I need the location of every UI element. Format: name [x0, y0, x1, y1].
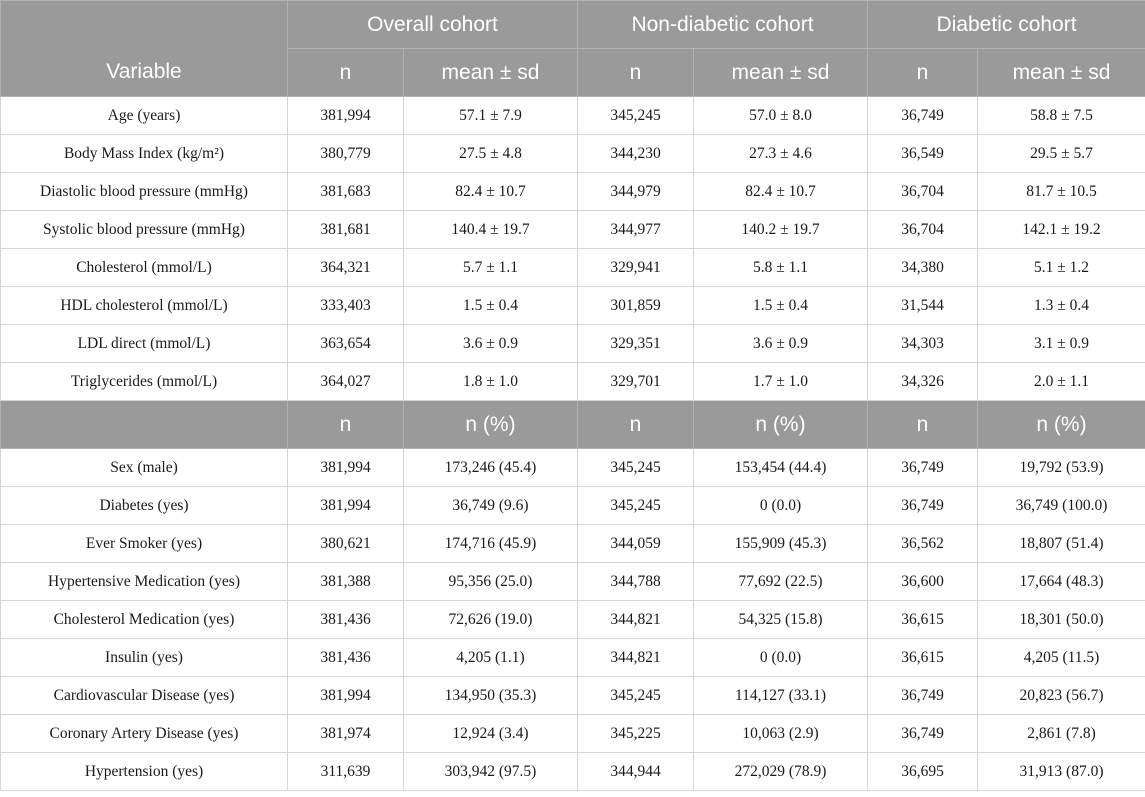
variable-cell: Triglycerides (mmol/L): [1, 363, 288, 401]
variable-cell: Diabetes (yes): [1, 487, 288, 525]
group-header-diabetic: Diabetic cohort: [868, 1, 1145, 49]
value-cell: 345,245: [578, 97, 694, 135]
value-cell: 381,994: [288, 449, 404, 487]
variable-cell: Age (years): [1, 97, 288, 135]
value-cell: 345,245: [578, 677, 694, 715]
table-row: [1, 449, 1145, 487]
value-cell: 36,704: [868, 173, 978, 211]
col-header: mean ± sd: [694, 49, 868, 97]
value-cell: 82.4 ± 10.7: [404, 173, 578, 211]
variable-cell: LDL direct (mmol/L): [1, 325, 288, 363]
value-cell: 18,807 (51.4): [978, 525, 1145, 563]
col-header: n (%): [978, 401, 1145, 449]
value-cell: 36,615: [868, 601, 978, 639]
value-cell: 5.1 ± 1.2: [978, 249, 1145, 287]
value-cell: 2,861 (7.8): [978, 715, 1145, 753]
value-cell: 363,654: [288, 325, 404, 363]
value-cell: 36,749: [868, 487, 978, 525]
value-cell: 36,749 (100.0): [978, 487, 1145, 525]
variable-cell: Sex (male): [1, 449, 288, 487]
value-cell: 20,823 (56.7): [978, 677, 1145, 715]
value-cell: 54,325 (15.8): [694, 601, 868, 639]
value-cell: 29.5 ± 5.7: [978, 135, 1145, 173]
value-cell: 134,950 (35.3): [404, 677, 578, 715]
value-cell: 58.8 ± 7.5: [978, 97, 1145, 135]
value-cell: 345,225: [578, 715, 694, 753]
variable-cell: Cholesterol Medication (yes): [1, 601, 288, 639]
value-cell: 34,326: [868, 363, 978, 401]
value-cell: 380,621: [288, 525, 404, 563]
value-cell: 3.6 ± 0.9: [694, 325, 868, 363]
value-cell: 174,716 (45.9): [404, 525, 578, 563]
value-cell: 301,859: [578, 287, 694, 325]
value-cell: 18,301 (50.0): [978, 601, 1145, 639]
value-cell: 364,321: [288, 249, 404, 287]
value-cell: 36,562: [868, 525, 978, 563]
value-cell: 333,403: [288, 287, 404, 325]
value-cell: 381,388: [288, 563, 404, 601]
table-row: [1, 601, 1145, 639]
col-header: mean ± sd: [978, 49, 1145, 97]
value-cell: 381,994: [288, 487, 404, 525]
value-cell: 36,749: [868, 97, 978, 135]
variable-cell: Diastolic blood pressure (mmHg): [1, 173, 288, 211]
value-cell: 81.7 ± 10.5: [978, 173, 1145, 211]
value-cell: 344,230: [578, 135, 694, 173]
value-cell: 381,974: [288, 715, 404, 753]
value-cell: 114,127 (33.1): [694, 677, 868, 715]
value-cell: 95,356 (25.0): [404, 563, 578, 601]
value-cell: 1.3 ± 0.4: [978, 287, 1145, 325]
value-cell: 4,205 (11.5): [978, 639, 1145, 677]
value-cell: 381,683: [288, 173, 404, 211]
col-header: n: [288, 49, 404, 97]
value-cell: 19,792 (53.9): [978, 449, 1145, 487]
value-cell: 344,821: [578, 639, 694, 677]
value-cell: 72,626 (19.0): [404, 601, 578, 639]
table-row: [1, 249, 1145, 287]
variable-cell: HDL cholesterol (mmol/L): [1, 287, 288, 325]
value-cell: 36,615: [868, 639, 978, 677]
col-header: mean ± sd: [404, 49, 578, 97]
value-cell: 381,994: [288, 677, 404, 715]
table-row: [1, 173, 1145, 211]
variable-header: Variable: [1, 1, 288, 97]
table-row: [1, 363, 1145, 401]
variable-cell: Cardiovascular Disease (yes): [1, 677, 288, 715]
col-header: n: [868, 49, 978, 97]
value-cell: 36,549: [868, 135, 978, 173]
value-cell: 311,639: [288, 753, 404, 791]
value-cell: 31,913 (87.0): [978, 753, 1145, 791]
value-cell: 1.7 ± 1.0: [694, 363, 868, 401]
col-header: n: [578, 49, 694, 97]
value-cell: 344,977: [578, 211, 694, 249]
value-cell: 303,942 (97.5): [404, 753, 578, 791]
value-cell: 344,059: [578, 525, 694, 563]
variable-cell: Hypertension (yes): [1, 753, 288, 791]
value-cell: 31,544: [868, 287, 978, 325]
value-cell: 10,063 (2.9): [694, 715, 868, 753]
value-cell: 2.0 ± 1.1: [978, 363, 1145, 401]
value-cell: 272,029 (78.9): [694, 753, 868, 791]
group-header-overall: Overall cohort: [288, 1, 578, 49]
variable-cell: Coronary Artery Disease (yes): [1, 715, 288, 753]
value-cell: 12,924 (3.4): [404, 715, 578, 753]
value-cell: 173,246 (45.4): [404, 449, 578, 487]
col-header: n (%): [404, 401, 578, 449]
variable-cell: Systolic blood pressure (mmHg): [1, 211, 288, 249]
value-cell: 3.6 ± 0.9: [404, 325, 578, 363]
value-cell: 1.5 ± 0.4: [694, 287, 868, 325]
value-cell: 1.8 ± 1.0: [404, 363, 578, 401]
table-row: [1, 677, 1145, 715]
value-cell: 34,303: [868, 325, 978, 363]
variable-cell: Body Mass Index (kg/m²): [1, 135, 288, 173]
value-cell: 381,436: [288, 639, 404, 677]
value-cell: 329,351: [578, 325, 694, 363]
group-header-row: [1, 1, 1145, 49]
variable-cell: Insulin (yes): [1, 639, 288, 677]
value-cell: 142.1 ± 19.2: [978, 211, 1145, 249]
blank-header-cell: [1, 401, 288, 449]
col-header: n (%): [694, 401, 868, 449]
categorical-subheader-row: [1, 401, 1145, 449]
group-header-non-diabetic: Non-diabetic cohort: [578, 1, 868, 49]
variable-cell: Ever Smoker (yes): [1, 525, 288, 563]
value-cell: 5.8 ± 1.1: [694, 249, 868, 287]
value-cell: 345,245: [578, 487, 694, 525]
value-cell: 153,454 (44.4): [694, 449, 868, 487]
table-row: [1, 487, 1145, 525]
table-row: [1, 753, 1145, 791]
value-cell: 140.2 ± 19.7: [694, 211, 868, 249]
value-cell: 27.5 ± 4.8: [404, 135, 578, 173]
value-cell: 381,994: [288, 97, 404, 135]
value-cell: 57.0 ± 8.0: [694, 97, 868, 135]
value-cell: 36,749: [868, 677, 978, 715]
value-cell: 381,681: [288, 211, 404, 249]
table-row: [1, 325, 1145, 363]
table-row: [1, 563, 1145, 601]
variable-cell: Cholesterol (mmol/L): [1, 249, 288, 287]
value-cell: 329,941: [578, 249, 694, 287]
value-cell: 344,821: [578, 601, 694, 639]
value-cell: 329,701: [578, 363, 694, 401]
table-row: [1, 639, 1145, 677]
value-cell: 36,695: [868, 753, 978, 791]
value-cell: 34,380: [868, 249, 978, 287]
value-cell: 0 (0.0): [694, 639, 868, 677]
table-row: [1, 135, 1145, 173]
table-row: [1, 211, 1145, 249]
value-cell: 344,979: [578, 173, 694, 211]
value-cell: 36,704: [868, 211, 978, 249]
value-cell: 36,600: [868, 563, 978, 601]
value-cell: 1.5 ± 0.4: [404, 287, 578, 325]
value-cell: 0 (0.0): [694, 487, 868, 525]
table-row: [1, 715, 1145, 753]
table-row: [1, 97, 1145, 135]
value-cell: 57.1 ± 7.9: [404, 97, 578, 135]
col-header: n: [288, 401, 404, 449]
value-cell: 345,245: [578, 449, 694, 487]
col-header: n: [578, 401, 694, 449]
value-cell: 82.4 ± 10.7: [694, 173, 868, 211]
value-cell: 17,664 (48.3): [978, 563, 1145, 601]
table-row: [1, 525, 1145, 563]
value-cell: 364,027: [288, 363, 404, 401]
value-cell: 36,749: [868, 449, 978, 487]
value-cell: 380,779: [288, 135, 404, 173]
value-cell: 27.3 ± 4.6: [694, 135, 868, 173]
value-cell: 344,788: [578, 563, 694, 601]
value-cell: 77,692 (22.5): [694, 563, 868, 601]
table-row: [1, 287, 1145, 325]
value-cell: 381,436: [288, 601, 404, 639]
value-cell: 140.4 ± 19.7: [404, 211, 578, 249]
col-header: n: [868, 401, 978, 449]
value-cell: 5.7 ± 1.1: [404, 249, 578, 287]
value-cell: 344,944: [578, 753, 694, 791]
value-cell: 3.1 ± 0.9: [978, 325, 1145, 363]
value-cell: 36,749 (9.6): [404, 487, 578, 525]
variable-cell: Hypertensive Medication (yes): [1, 563, 288, 601]
value-cell: 4,205 (1.1): [404, 639, 578, 677]
value-cell: 155,909 (45.3): [694, 525, 868, 563]
value-cell: 36,749: [868, 715, 978, 753]
